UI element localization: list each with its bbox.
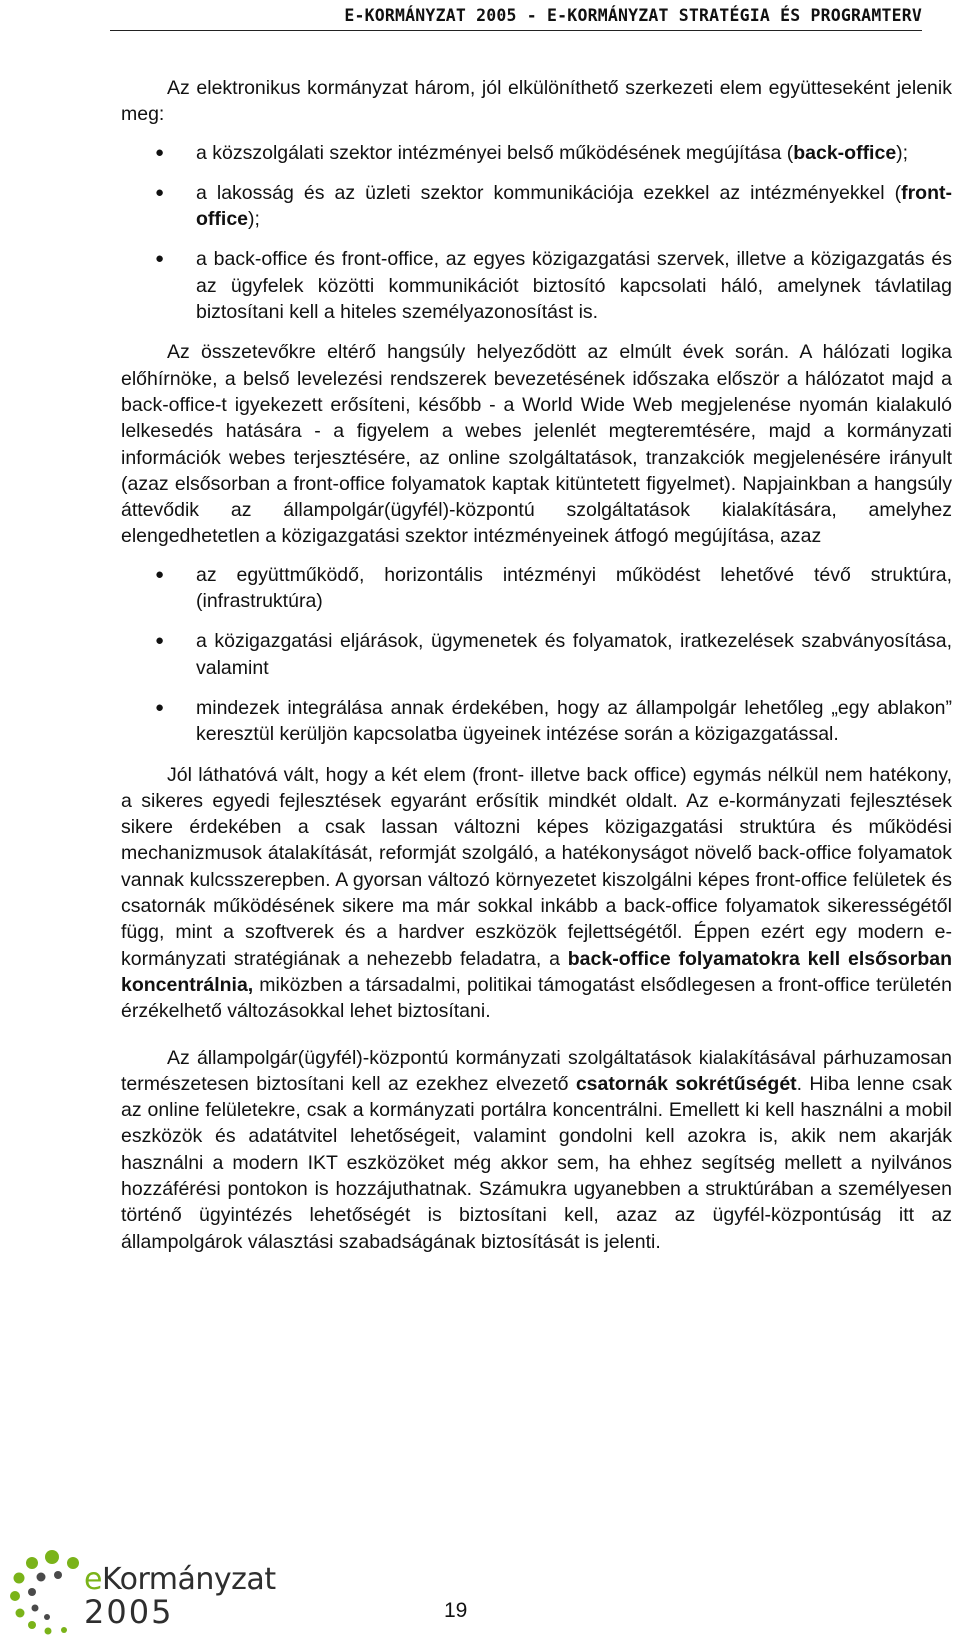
bullet-icon: ●	[155, 698, 165, 716]
list-item	[121, 695, 952, 748]
components-list	[121, 140, 952, 326]
channels-paragraph	[121, 1045, 952, 1255]
bullet-icon: ●	[155, 250, 165, 268]
emphasis-paragraph: Az összetevőkre eltérő hangsúly helyeződött az elmúlt évek során. A hálózati logika előhírnöke, a belső levelezési rendszerek bevezetésének időszaka először a hálózatot majd a back-office-t igyekezett erősíteni, később - a World Wide Web megjelenése nyomán kialakuló lelkesedés hatására - a figyelem a webes jelenlét megteremtésére, majd a kormányzati információk webes terjesztésére, az online szolgáltatások, tranzakciók megjelenésére irányult (azaz elsősorban a front-office folyamatok kaptak kitüntetett figyelmet). Napjainkban a hangsúly áttevődik az állampolgár(ügyfél)-központú szolgáltatások kialakítására, amelyhez elengedhetetlen a közigazgatási szektor intézményeinek átfogó megújítása, azaz	[121, 341, 952, 548]
intro-paragraph: Az elektronikus kormányzat három, jól elkülöníthető szerkezeti elem együtteseként jelenik meg:	[121, 77, 952, 126]
list-item-text: az együttműködő, horizontális intézményi működést lehetővé tévő struktúra, (infrastruktúra)	[196, 563, 952, 613]
paragraph-bold: csatornák sokrétűségét	[575, 1072, 797, 1095]
front-back-paragraph	[121, 762, 952, 1025]
logo-year: 2005	[84, 1593, 174, 1631]
list-item-text: a közszolgálati szektor intézményei belső működésének megújítása (	[196, 141, 794, 164]
page-header	[0, 0, 960, 36]
paragraph-text-end: miközben a társadalmi, politikai támogatást elsődlegesen a front-office területén érzékelhető változásokkal lehet biztosítani.	[121, 973, 952, 1023]
bullet-icon: ●	[155, 183, 165, 201]
renewal-list	[121, 562, 952, 748]
paragraph-bold: back-office folyamatokra kell elsősorban koncentrálnia,	[121, 947, 953, 996]
logo-line1	[84, 1562, 276, 1597]
list-item-text: mindezek integrálása annak érdekében, hogy az állampolgár lehetőleg „egy ablakon” keresztül kerüljön kapcsolatba ügyeinek intézése során a közigazgatással.	[196, 696, 952, 746]
bullet-icon: ●	[155, 632, 165, 650]
list-item-text-end: );	[248, 208, 260, 231]
header-rule	[110, 30, 922, 31]
list-item	[121, 246, 952, 325]
list-item-text: a közigazgatási eljárások, ügymenetek és folyamatok, iratkezelések szabványosítása, valamint	[196, 630, 952, 679]
list-item-text-end: );	[896, 141, 909, 164]
list-item-bold: front-office	[196, 181, 952, 231]
list-item-bold: back-office	[793, 141, 897, 164]
main-content	[121, 75, 952, 1255]
paragraph-text: Jól láthatóvá vált, hogy a két elem (front- illetve back office) egymás nélkül nem hatékony, a sikeres egyedi fejlesztések egyaránt erősítik mindkét oldalt. Az e-kormányzati fejlesztések sikere érdekében a csak lassan változni képes közigazgatási struktúra és működési mechanizmusok átalakítását, reformját szolgáló, a hatékonyságot növelő back-office folyamatok vannak kulcsszerepben. A gyorsan változó környezetet kiszolgálni képes front-office felületek és csatornák működésének sikere ma már sokkal inkább a back-office folyamatok sikerességétől függ, mint a szoftverek és a hardver eszközök fejlettségétől. Éppen ezért egy modern e-kormányzati stratégiának a nehezebb feladatra, a	[121, 763, 952, 970]
page-number: 19	[444, 1599, 468, 1622]
header-title: E-KORMÁNYZAT 2005 - E-KORMÁNYZAT STRATÉGIA ÉS PROGRAMTERV	[344, 6, 922, 25]
paragraph-text-end: . Hiba lenne csak az online felületekre, csak a kormányzati portálra koncentrálni. Emellett ki kell használni a mobil eszközök és adatátvitel lehetőségeit, valamint gondolni kell azokra is, akik nem akarják használni a modern IKT eszközöket még akkor sem, ha ehhez segítség mellett a nyilvános hozzáférési pontokon is hozzájuthatnak. Számukra ugyanebben a struktúrában a személyesen történő ügyintézés lehetőségét is biztosítani kell, azaz az ügyfél-központúság itt az állampolgárok választási szabadságának biztosítását is jelenti.	[121, 1072, 952, 1253]
list-item-text: a lakosság és az üzleti szektor kommunikációja ezekkel az intézményekkel (	[196, 181, 902, 204]
paragraph-text: Az állampolgár(ügyfél)-központú kormányzati szolgáltatások kialakításával párhuzamosan természetesen biztosítani kell az ezekhez elvezető	[121, 1046, 952, 1095]
ekormanyzat-logo-icon	[2, 1547, 92, 1639]
list-item	[121, 180, 952, 233]
bullet-icon: ●	[155, 565, 165, 583]
bullet-icon: ●	[155, 143, 165, 161]
list-item	[121, 140, 952, 166]
logo-prefix: e	[84, 1562, 102, 1597]
list-item-text: a back-office és front-office, az egyes közigazgatási szervek, illetve a közigazgatás és az ügyfelek közötti kommunikációt biztosító kapcsolati háló, amelynek távlatilag biztosítani kell a hiteles személyazonosítást is.	[196, 248, 952, 324]
logo-wordmark	[84, 1562, 276, 1631]
list-item	[121, 562, 952, 615]
logo-name: Kormányzat	[101, 1562, 276, 1597]
ekormanyzat-logo	[2, 1547, 276, 1639]
list-item	[121, 628, 952, 681]
